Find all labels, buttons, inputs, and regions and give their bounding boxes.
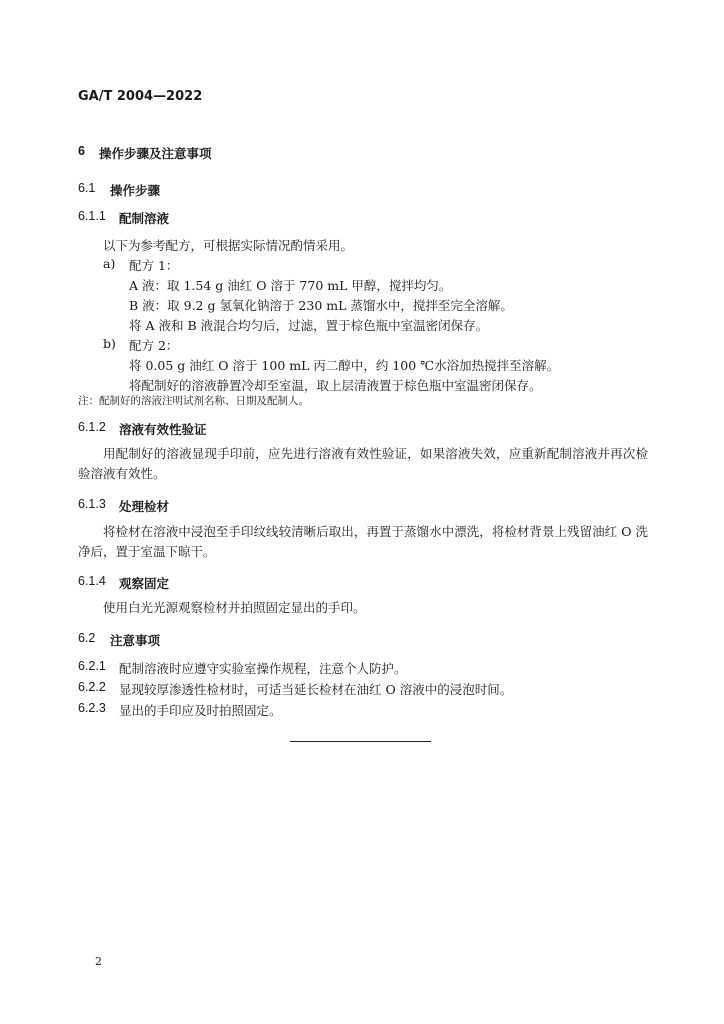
item-6-2-2-text: 显现较厚渗透性检材时，可适当延长检材在油红 O 溶液中的浸泡时间。 xyxy=(119,682,513,697)
item-6-2-3-number: 6.2.3 xyxy=(78,701,106,715)
formula-a-line: 将 A 液和 B 液混合均匀后，过滤，置于棕色瓶中室温密闭保存。 xyxy=(129,318,489,333)
section-6-2-number: 6.2 xyxy=(78,631,96,645)
formula-a-line: B 液：取 9.2 g 氢氧化钠溶于 230 mL 蒸馏水中，搅拌至完全溶解。 xyxy=(129,298,513,313)
section-6-title: 操作步骤及注意事项 xyxy=(99,146,212,161)
item-6-2-1-number: 6.2.1 xyxy=(78,659,106,673)
section-6-1-3-paragraph: 将检材在溶液中浸泡至手印纹线较清晰后取出，再置于蒸馏水中漂洗，将检材背景上残留油红 O 洗净后，置于室温下晾干。 xyxy=(78,524,648,559)
end-rule xyxy=(290,741,431,742)
section-6-1-title: 操作步骤 xyxy=(110,183,161,198)
section-6-1-1-number: 6.1.1 xyxy=(78,209,106,223)
section-6-1-1-title: 配制溶液 xyxy=(119,211,170,226)
item-6-2-2-number: 6.2.2 xyxy=(78,680,106,694)
standard-code-header: GA/T 2004—2022 xyxy=(78,89,203,104)
section-6-number: 6 xyxy=(78,144,85,158)
formula-b-label: b) xyxy=(103,336,116,351)
section-6-1-4-title: 观察固定 xyxy=(119,576,170,591)
item-6-2-1-text: 配制溶液时应遵守实验室操作规程，注意个人防护。 xyxy=(119,661,407,676)
section-6-1-3-number: 6.1.3 xyxy=(78,497,106,511)
formula-b-title: 配方 2： xyxy=(129,338,179,353)
item-6-2-3-text: 显出的手印应及时拍照固定。 xyxy=(119,703,282,718)
formula-a-title: 配方 1： xyxy=(129,258,179,273)
formula-note: 注：配制好的溶液注明试剂名称、日期及配制人。 xyxy=(78,395,309,407)
page-number: 2 xyxy=(95,955,102,968)
formula-a-label: a) xyxy=(103,256,116,271)
section-6-1-number: 6.1 xyxy=(78,181,96,195)
section-6-1-2-title: 溶液有效性验证 xyxy=(119,422,207,437)
section-6-1-2-number: 6.1.2 xyxy=(78,420,106,434)
section-6-2-title: 注意事项 xyxy=(110,633,161,648)
formula-intro: 以下为参考配方，可根据实际情况酌情采用。 xyxy=(103,238,354,253)
formula-a-line: A 液：取 1.54 g 油红 O 溶于 770 mL 甲醇，搅拌均匀。 xyxy=(129,278,452,293)
section-6-1-2-paragraph: 用配制好的溶液显现手印前，应先进行溶液有效性验证，如果溶液失效，应重新配制溶液并再次检验溶液有效性。 xyxy=(78,446,648,481)
section-6-1-4-paragraph: 使用白光光源观察检材并拍照固定显出的手印。 xyxy=(103,600,366,615)
section-6-1-4-number: 6.1.4 xyxy=(78,574,106,588)
section-6-1-3-title: 处理检材 xyxy=(119,499,170,514)
formula-b-line: 将配制好的溶液静置冷却至室温，取上层清液置于棕色瓶中室温密闭保存。 xyxy=(129,378,542,393)
formula-b-line: 将 0.05 g 油红 O 溶于 100 mL 丙二醇中，约 100 ℃水浴加热搅拌至溶解。 xyxy=(129,358,560,373)
